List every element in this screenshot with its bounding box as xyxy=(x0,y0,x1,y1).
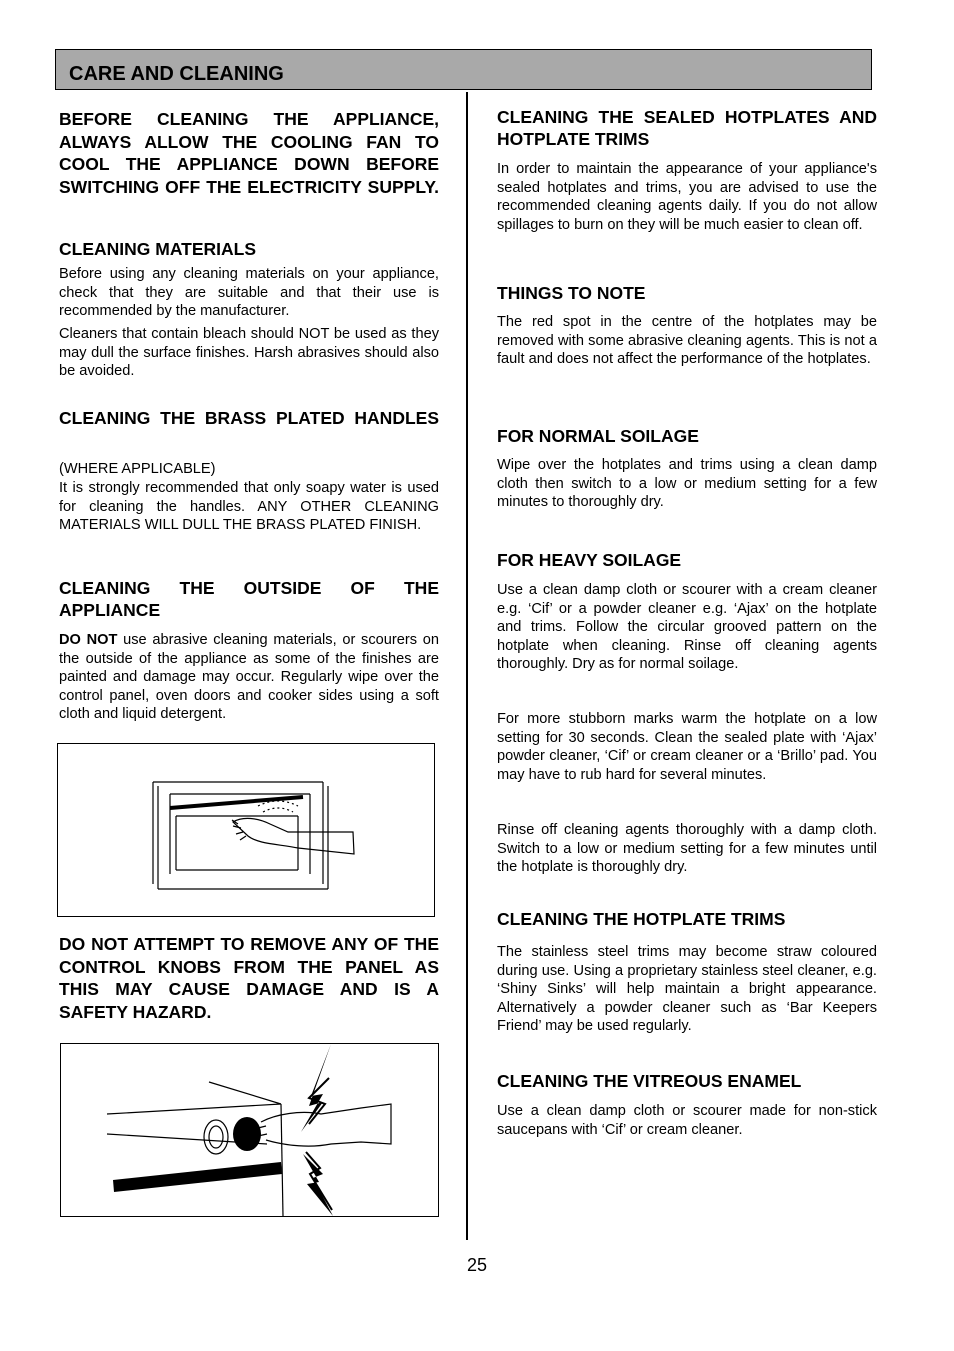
outside-heading: CLEANING THE OUTSIDE OF THE APPLIANCE xyxy=(59,578,439,620)
heavy-soilage-para-1: Use a clean damp cloth or scourer with a cream cleaner e.g. ‘Cif’ or a powder cleaner e.g. ‘Ajax’ on the hotplate and trims. Follow the circular grooved pattern on the hotplate when cleaning. Rinse off cleaning agents thoroughly. Dry as for normal soilage. xyxy=(497,582,877,672)
hotplate-trims-para: The stainless steel trims may become straw coloured during use. Using a proprietary stainless steel cleaner, e.g. ‘Shiny Sinks’ will help maintain a bright appearance. Alternatively a powder cleaner such as ‘Bar Keepers Friend’ may be used regularly. xyxy=(497,944,877,1034)
cleaning-materials-para-1: Before using any cleaning materials on your appliance, check that they are suitable and that their use is recommended by the manufacturer. xyxy=(59,266,439,319)
control-knob-warning-drawing xyxy=(61,1044,438,1216)
cleaning-materials-para-2: Cleaners that contain bleach should NOT be used as they may dull the surface finishes. Harsh abrasives should also be avoided. xyxy=(59,326,439,379)
page-number: 25 xyxy=(466,1255,488,1275)
oven-door-cleaning-drawing xyxy=(58,744,434,916)
column-divider xyxy=(466,92,468,1240)
vitreous-enamel-heading: CLEANING THE VITREOUS ENAMEL xyxy=(497,1071,802,1091)
outside-para-text: use abrasive cleaning materials, or scourers on the outside of the appliance as some of the finishes are painted and damage may occur. Regularly wipe over the control panel, oven doors and cooker sides using a soft cloth and liquid detergent. xyxy=(59,632,439,722)
things-to-note-para: The red spot in the centre of the hotplates may be removed with some abrasive cleaning agents. This is not a fault and does not affect the performance of the hotplates. xyxy=(497,314,877,367)
brass-handles-note: (WHERE APPLICABLE) xyxy=(59,461,216,477)
brass-handles-para: It is strongly recommended that only soapy water is used for cleaning the handles. ANY OTHER CLEANING MATERIALS WILL DULL THE BRASS PLATED FINISH. xyxy=(59,480,439,533)
normal-soilage-heading: FOR NORMAL SOILAGE xyxy=(497,426,699,446)
outside-para xyxy=(59,631,439,724)
heavy-soilage-para-3: Rinse off cleaning agents thoroughly with a damp cloth. Switch to a low or medium setting for a few minutes until the hotplate is thoroughly dry. xyxy=(497,822,877,875)
knob-icon xyxy=(233,1117,261,1151)
do-not-lead: DO NOT xyxy=(59,632,118,648)
vitreous-enamel-para: Use a clean damp cloth or scourer made for non-stick saucepans with ‘Cif’ or cream cleaner. xyxy=(497,1103,877,1138)
brass-handles-heading: CLEANING THE BRASS PLATED HANDLES xyxy=(59,408,439,428)
section-header xyxy=(55,49,872,90)
heavy-soilage-heading: FOR HEAVY SOILAGE xyxy=(497,550,682,570)
oven-door-cleaning-illustration xyxy=(57,743,435,917)
things-to-note-heading: THINGS TO NOTE xyxy=(497,283,646,303)
cooling-fan-warning: BEFORE CLEANING THE APPLIANCE, ALWAYS ALLOW THE COOLING FAN TO COOL THE APPLIANCE DOWN BEFORE SWITCHING OFF THE ELECTRICITY SUPPLY. xyxy=(59,109,439,197)
sealed-hotplates-para: In order to maintain the appearance of your appliance's sealed hotplates and trims, you are advised to use the recommended cleaning agents daily. If you do not allow spillages to burn on they will be much easier to clean off. xyxy=(497,161,877,233)
control-knobs-warning: DO NOT ATTEMPT TO REMOVE ANY OF THE CONTROL KNOBS FROM THE PANEL AS THIS MAY CAUSE DAMAGE AND IS A SAFETY HAZARD. xyxy=(59,934,439,1022)
sealed-hotplates-heading: CLEANING THE SEALED HOTPLATES AND HOTPLATE TRIMS xyxy=(497,107,877,149)
section-title: CARE AND CLEANING xyxy=(69,63,284,85)
normal-soilage-para: Wipe over the hotplates and trims using a clean damp cloth then switch to a low or medium setting for a few minutes to thoroughly dry. xyxy=(497,457,877,510)
control-knob-warning-illustration xyxy=(60,1043,439,1217)
heavy-soilage-para-2: For more stubborn marks warm the hotplate on a low setting for 30 seconds. Clean the sealed plate with ‘Ajax’ powder cleaner, ‘Cif’ or cream cleaner or a ‘Brillo’ pad. You may have to rub hard for several minutes. xyxy=(497,711,877,783)
cleaning-materials-heading: CLEANING MATERIALS xyxy=(59,239,257,259)
hotplate-trims-heading: CLEANING THE HOTPLATE TRIMS xyxy=(497,909,786,929)
